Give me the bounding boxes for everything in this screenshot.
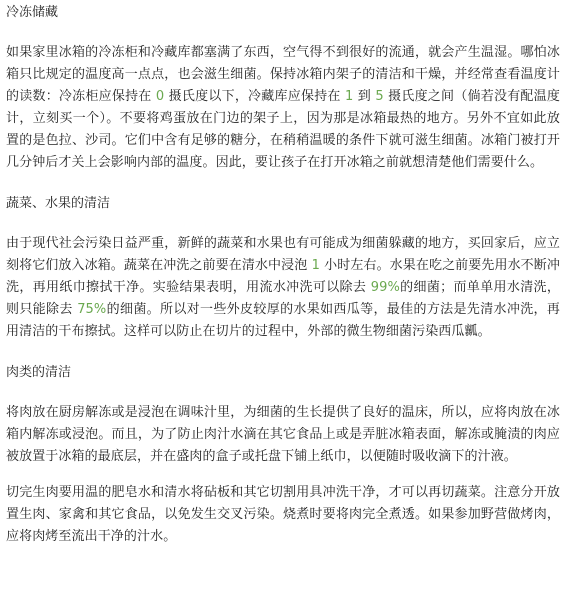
section-title-frozen-storage: 冷冻储藏	[6, 5, 59, 20]
text-segment: 到	[353, 89, 376, 104]
text-segment: 将肉放在厨房解冻或是浸泡在调味汁里，为细菌的生长提供了良好的温床，所以，应将肉放在冰箱内解冻或浸泡。而且，为了防止肉汁水滴在其它食品上或是弄脏冰箱表面，解冻或腌渍的肉应被放置于冰箱的最底层，并在盛肉的盒子或托盘下铺上纸巾，以便随时吸收滴下的汁液。	[6, 405, 560, 464]
section-title-meat-cleaning: 肉类的清洁	[6, 365, 72, 380]
highlighted-number: 0	[155, 89, 165, 104]
text-segment: 摄氏度之间（倘若没有配温度计，立刻买一个）。不要将鸡蛋放在门边的架子上，因为那是冰箱最热的地方。另外不宜如此放置的是色拉、沙司。它们中含有足够的糖分，在稍稍温暖的条件下就可滋生细菌。冰箱门被打开几分钟后才关上会影响内部的温度。因此，要让孩子在打开冰箱之前就想清楚他们需要什么。	[6, 89, 560, 170]
text-segment: 如果家里冰箱的冷冻柜和冷藏库都塞满了东西，空气得不到很好的流通，就会产生温湿。哪怕冰箱只比规定的温度高一点点，也会滋生细菌。保持冰箱内架子的清洁和干燥，并经常查看温度计的读数：冷冻柜应保持在	[6, 45, 560, 104]
text-segment: 切完生肉要用温的肥皂水和清水将砧板和其它切割用具冲洗干净，才可以再切蔬菜。注意分开放置生肉、家禽和其它食品，以免发生交叉污染。烧煮时要将肉完全煮透。如果参加野营做烤肉，应将肉烤至流出干净的汁水。	[6, 485, 560, 544]
text-segment: 由于现代社会污染日益严重，新鲜的蔬菜和水果也有可能成为细菌躲藏的地方，买回家后，应立刻将它们放入冰箱。蔬菜在冲洗之前要在清水中浸泡	[6, 236, 560, 273]
text-segment: 的细菌；而单单用水清洗，则只能除去	[6, 280, 561, 317]
text-segment: 的细菌。所以对一些外皮较厚的水果如西瓜等，最佳的方法是先清水冲洗，再用清洁的干布擦拭。这样可以防止在切片的过程中，外部的微生物细菌污染西瓜瓤。	[6, 302, 560, 339]
paragraph-produce-cleaning	[6, 233, 560, 343]
section-title-produce-cleaning: 蔬菜、水果的清洁	[6, 196, 111, 211]
highlighted-number: 1	[311, 258, 320, 273]
highlighted-number: 1	[345, 89, 354, 104]
highlighted-number: 75%	[77, 302, 107, 317]
paragraph-meat-cross-contamination	[6, 482, 560, 548]
text-segment: 小时左右。水果在吃之前要先用水不断冲洗，再用纸巾擦拭干净。实验结果表明，用流水冲洗可以除去	[6, 258, 560, 295]
paragraph-meat-thawing	[6, 402, 560, 468]
highlighted-number: 5	[375, 89, 384, 104]
highlighted-number: 99%	[370, 280, 400, 295]
paragraph-frozen-storage	[6, 42, 560, 174]
text-segment: 摄氏度以下，冷藏库应保持在	[164, 89, 346, 104]
